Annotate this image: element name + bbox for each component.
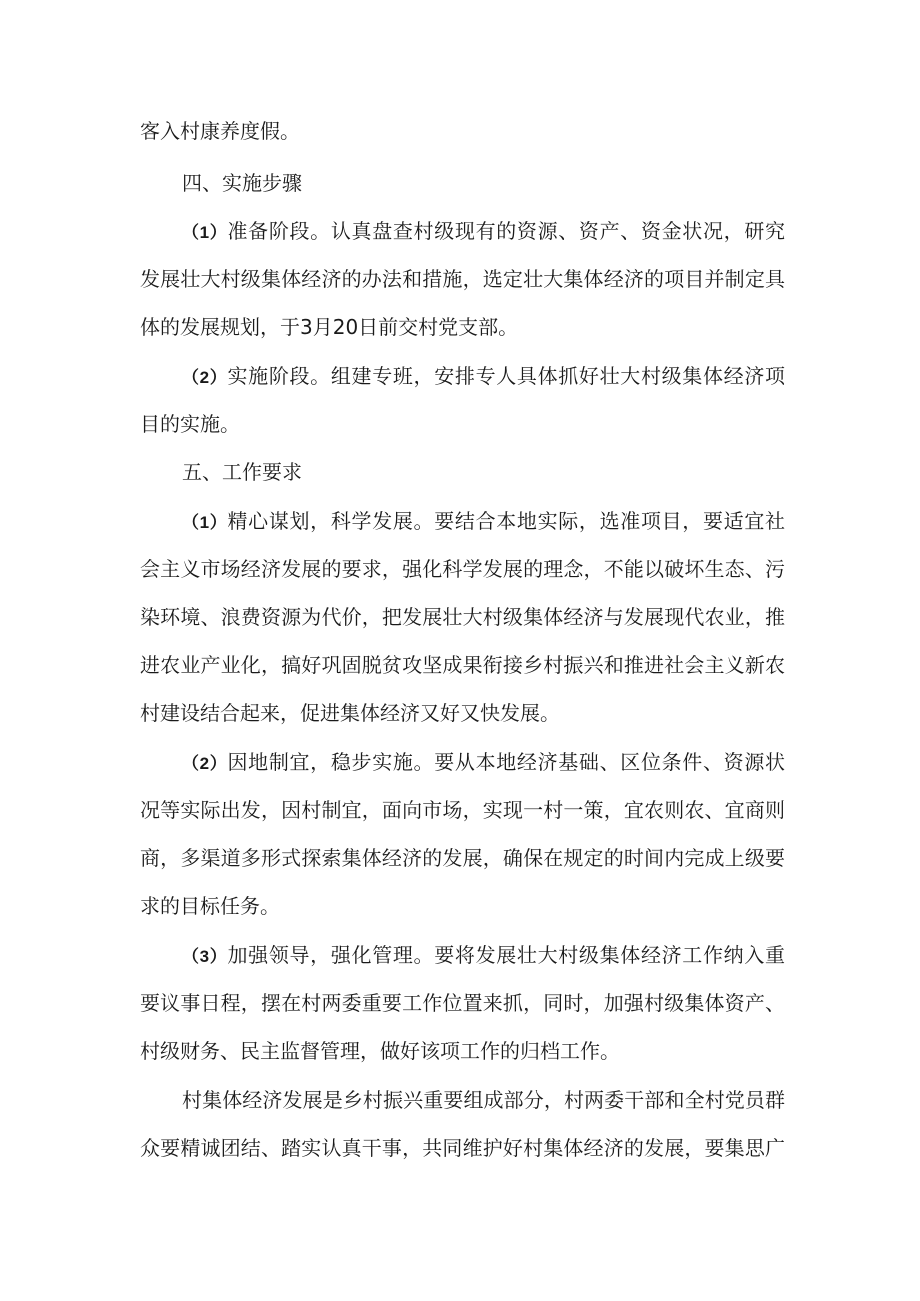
paragraph-line <box>182 217 785 247</box>
paragraph-line: 会主义市场经济发展的要求，强化科学发展的理念，不能以破坏生态、污 <box>140 557 785 581</box>
paragraph-line: 商，多渠道多形式探索集体经济的发展，确保在规定的时间内完成上级要 <box>140 846 785 870</box>
item-number: （1） <box>182 223 228 242</box>
paragraph-line: 客入村康养度假。 <box>140 119 300 143</box>
paragraph-text: 实施阶段。组建专班，安排专人具体抓好壮大村级集体经济项 <box>227 364 785 388</box>
paragraph-line: 体的发展规划，于3月20日前交村党支部。 <box>140 315 519 339</box>
paragraph-line: 求的目标任务。 <box>140 894 280 918</box>
item-number: （2） <box>182 754 228 773</box>
paragraph-text: 因地制宜，稳步实施。要从本地经济基础、区位条件、资源状 <box>227 750 785 774</box>
paragraph-line: 进农业产业化，搞好巩固脱贫攻坚成果衔接乡村振兴和推进社会主义新农 <box>140 653 785 677</box>
paragraph-text: 精心谋划，科学发展。要结合本地实际，选准项目，要适宜社 <box>227 509 785 533</box>
item-number: （2） <box>182 368 228 387</box>
paragraph-line: 村级财务、民主监督管理，做好该项工作的归档工作。 <box>140 1039 620 1063</box>
paragraph-line <box>182 507 785 537</box>
paragraph-line <box>182 941 785 971</box>
item-number: （1） <box>182 513 228 532</box>
paragraph-line: 村建设结合起来，促进集体经济又好又快发展。 <box>140 701 560 725</box>
paragraph-line: 要议事日程，摆在村两委重要工作位置来抓，同时，加强村级集体资产、 <box>140 991 785 1015</box>
item-number: （3） <box>182 947 228 966</box>
section-heading-implementation-steps: 四、实施步骤 <box>182 171 302 195</box>
paragraph-line: 染环境、浪费资源为代价，把发展壮大村级集体经济与发展现代农业，推 <box>140 605 785 629</box>
paragraph-line <box>182 748 785 778</box>
section-heading-work-requirements: 五、工作要求 <box>182 460 302 484</box>
paragraph-line: 况等实际出发，因村制宜，面向市场，实现一村一策，宜农则农、宜商则 <box>140 798 785 822</box>
paragraph-text: 加强领导，强化管理。要将发展壮大村级集体经济工作纳入重 <box>227 943 785 967</box>
paragraph-line: 众要精诚团结、踏实认真干事，共同维护好村集体经济的发展，要集思广 <box>140 1136 785 1160</box>
paragraph-line <box>182 362 785 392</box>
paragraph-text: 准备阶段。认真盘查村级现有的资源、资产、资金状况，研究 <box>227 219 785 243</box>
paragraph-line: 目的实施。 <box>140 412 240 436</box>
paragraph-line: 发展壮大村级集体经济的办法和措施，选定壮大集体经济的项目并制定具 <box>140 267 785 291</box>
paragraph-line: 村集体经济发展是乡村振兴重要组成部分，村两委干部和全村党员群 <box>182 1088 785 1112</box>
